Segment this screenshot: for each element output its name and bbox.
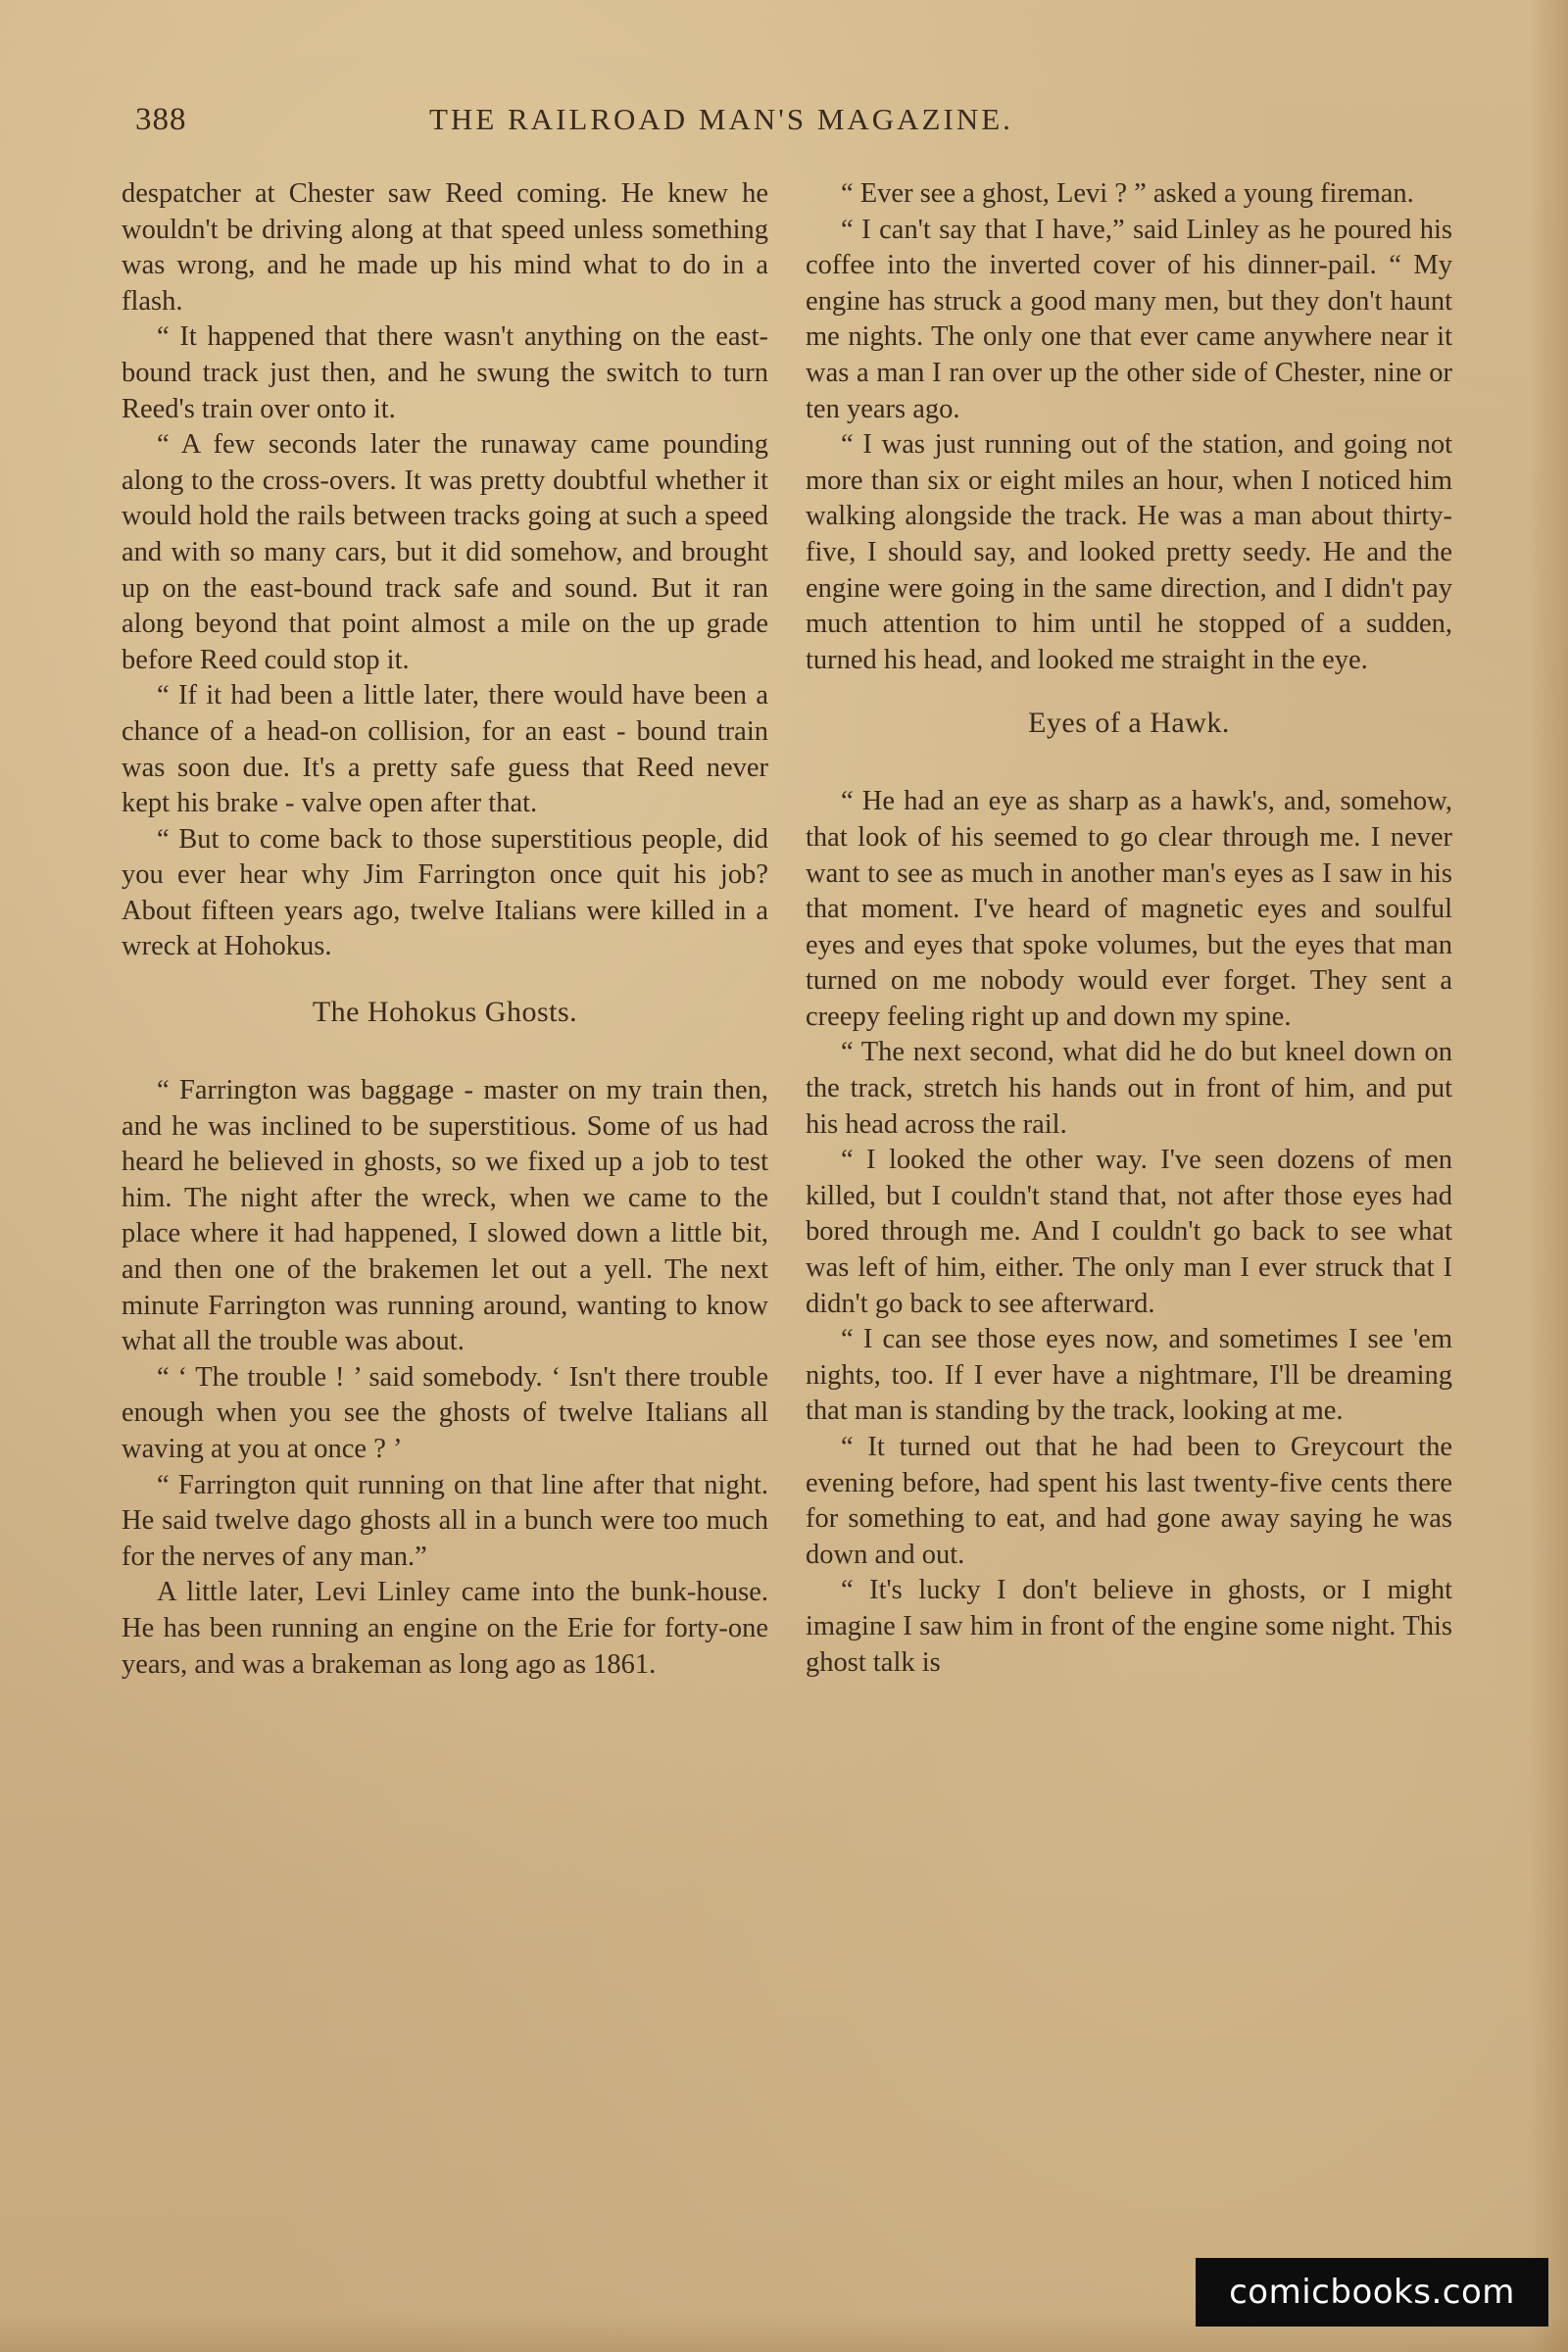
paragraph: “ He had an eye as sharp as a hawk's, and, somehow, that look of his seemed to go clear through me. I never want to see as much in another man's eyes as I saw in his that moment. I've heard of magnetic eyes and soulful eyes and eyes that spoke volumes, but the eyes that man turned on me nobody would ever forget. They sent a creepy feeling right up and down my spine. bbox=[806, 786, 1452, 1032]
paragraph: “ ‘ The trouble ! ’ said somebody. ‘ Isn't there trouble enough when you see the ghosts of twelve Italians all waving at you at once ? ’ bbox=[122, 1361, 768, 1464]
paragraph: A little later, Levi Linley came into the bunk-house. He has been running an engine on the Erie for forty-one years, and was a brakeman as long ago as 1861. bbox=[122, 1577, 768, 1680]
paragraph: “ Farrington was baggage - master on my train then, and he was inclined to be superstitious. Some of us had heard he believed in ghosts, so we fixed up a job to test him. The night after the wreck, when we came to the place where it had happened, I slowed down a little bit, and then one of the brakemen let out a yell. The next minute Farrington was running around, wanting to know what all the trouble was about. bbox=[122, 1075, 768, 1357]
left-column bbox=[122, 176, 768, 1683]
paragraph: “ It's lucky I don't believe in ghosts, or I might imagine I saw him in front of the engine some night. This ghost talk is bbox=[806, 1575, 1452, 1678]
paragraph: “ I can see those eyes now, and sometimes I see 'em nights, too. If I ever have a nightmare, I'll be dreaming that man is standing by the track, looking at me. bbox=[806, 1324, 1452, 1427]
section-heading: The Hohokus Ghosts. bbox=[312, 996, 578, 1029]
paragraph: “ If it had been a little later, there would have been a chance of a head-on collision, for an east - bound train was soon due. It's a pretty safe guess that Reed never kept his brake - valve open after that. bbox=[122, 680, 768, 819]
paragraph: “ It happened that there wasn't anything on the east-bound track just then, and he swung the switch to turn Reed's train over onto it. bbox=[122, 321, 768, 424]
paragraph: “ A few seconds later the runaway came pounding along to the cross-overs. It was pretty doubtful whether it would hold the rails between tracks going at such a speed and with so many cars, but it did somehow, and brought up on the east-bound track safe and sound. But it ran along beyond that point almost a mile on the up grade before Reed could stop it. bbox=[122, 429, 768, 675]
paragraph: “ It turned out that he had been to Greycourt the evening before, had spent his last twenty-five cents there for something to eat, and had gone away saying he was down and out. bbox=[806, 1432, 1452, 1570]
paragraph: “ Ever see a ghost, Levi ? ” asked a young fireman. bbox=[841, 178, 1414, 209]
page-number: 388 bbox=[135, 102, 187, 137]
paragraph: “ The next second, what did he do but kneel down on the track, stretch his hands out in front of him, and put his head across the rail. bbox=[806, 1037, 1452, 1140]
paragraph: “ I was just running out of the station, and going not more than six or eight miles an hour, when I noticed him walking alongside the track. He was a man about thirty-five, I should say, and looked pretty seedy. He and the engine were going in the same direction, and I didn't pay much attention to him until he stopped of a sudden, turned his head, and looked me straight in the eye. bbox=[806, 429, 1452, 675]
paragraph: despatcher at Chester saw Reed coming. He knew he wouldn't be driving along at that speed unless something was wrong, and he made up his mind what to do in a flash. bbox=[122, 178, 768, 317]
paragraph: “ I can't say that I have,” said Linley as he poured his coffee into the inverted cover of his dinner-pail. “ My engine has struck a good many men, but they don't haunt me nights. The only one that ever came anywhere near it was a man I ran over up the other side of Chester, nine or ten years ago. bbox=[806, 214, 1452, 424]
page-edge-shadow-right bbox=[1529, 0, 1568, 2352]
paragraph: “ But to come back to those superstitious people, did you ever hear why Jim Farrington once quit his job? About fifteen years ago, twelve Italians were killed in a wreck at Hohokus. bbox=[122, 823, 768, 962]
running-title: THE RAILROAD MAN'S MAGAZINE. bbox=[429, 102, 1013, 136]
paragraph: “ Farrington quit running on that line after that night. He said twelve dago ghosts all in a bunch were too much for the nerves of any man.” bbox=[122, 1469, 768, 1572]
paragraph: “ I looked the other way. I've seen dozens of men killed, but I couldn't stand that, not after those eyes had bored through me. And I couldn't go back to see what was left of him, either. The only man I ever struck that I didn't go back to see afterward. bbox=[806, 1145, 1452, 1319]
site-watermark: comicbooks.com bbox=[1196, 2258, 1548, 2327]
section-heading: Eyes of a Hawk. bbox=[1028, 707, 1230, 740]
right-column bbox=[806, 176, 1452, 1681]
page-header bbox=[135, 102, 1448, 145]
